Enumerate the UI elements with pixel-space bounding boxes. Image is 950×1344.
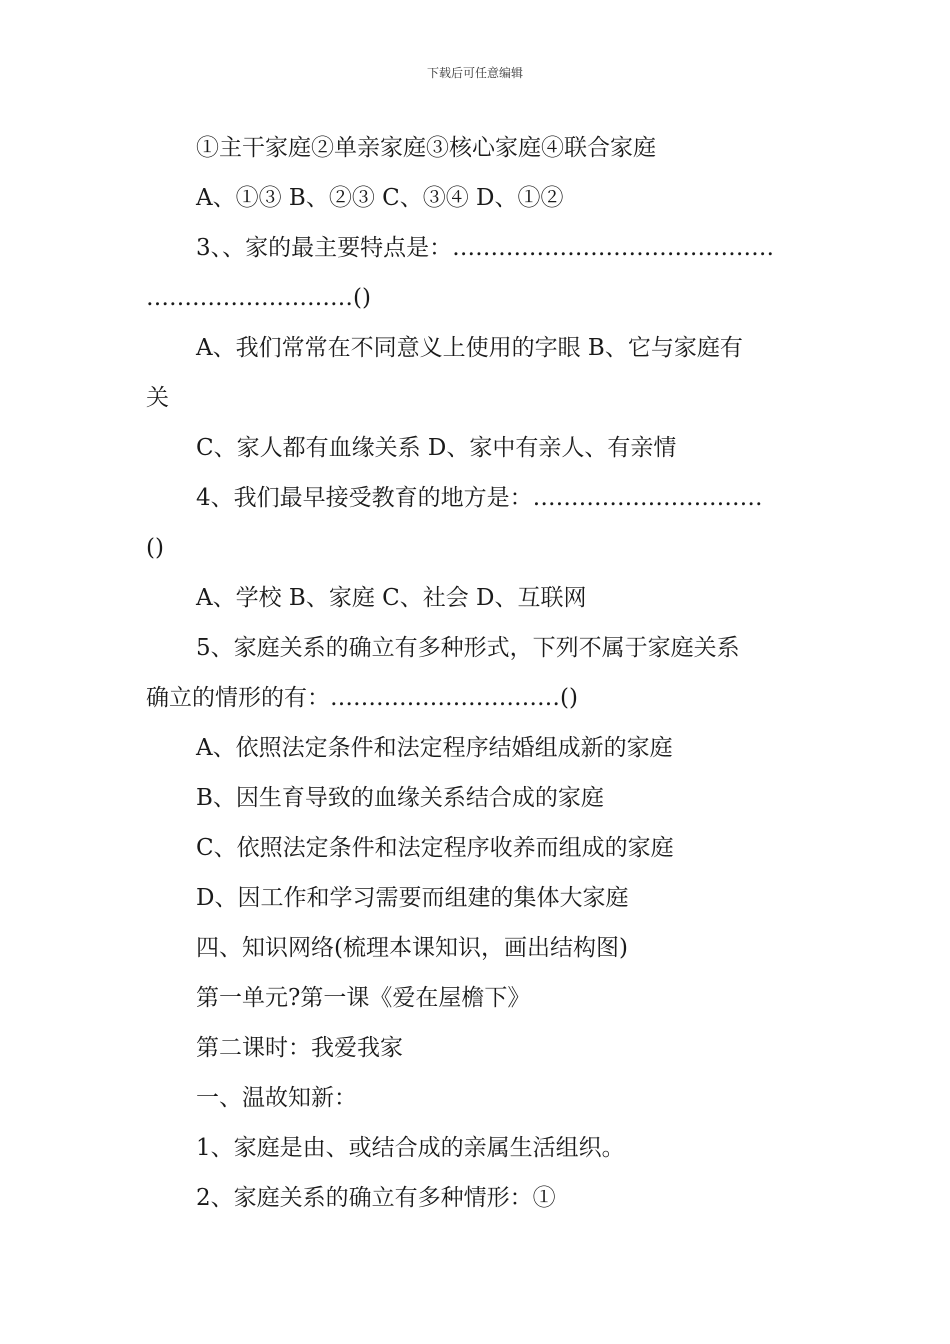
page-header: 下载后可任意编辑 (426, 66, 523, 80)
question-5-continued: 确立的情形的有：…………………………() (146, 685, 578, 711)
answer-choice-q5-a: A、依照法定条件和法定程序结婚组成新的家庭 (196, 735, 673, 761)
question-4-continued: () (146, 535, 164, 561)
review-item-2: 2、家庭关系的确立有多种情形：① (196, 1185, 556, 1211)
option-list-family-types: ①主干家庭②单亲家庭③核心家庭④联合家庭 (196, 135, 656, 161)
section-knowledge-network: 四、知识网络(梳理本课知识，画出结构图) (196, 935, 628, 961)
answer-choice-q5-d: D、因工作和学习需要而组建的集体大家庭 (196, 885, 629, 911)
answer-choice-q5-c: C、依照法定条件和法定程序收养而组成的家庭 (196, 835, 674, 861)
answer-choice-q5-b: B、因生育导致的血缘关系结合成的家庭 (196, 785, 604, 811)
answer-choices-q3-ab-continued: 关 (146, 385, 169, 411)
question-3: 3、、家的最主要特点是：…………………………………… (196, 235, 775, 261)
question-4: 4、我们最早接受教育的地方是：………………………… (196, 485, 763, 511)
answer-choices-q3-cd: C、家人都有血缘关系 D、家中有亲人、有亲情 (196, 435, 677, 461)
answer-choices-q4: A、学校 B、家庭 C、社会 D、互联网 (196, 585, 587, 611)
section-review: 一、温故知新： (196, 1085, 357, 1111)
question-3-continued: ………………………() (146, 285, 371, 311)
review-item-1: 1、家庭是由、或结合成的亲属生活组织。 (196, 1135, 625, 1161)
unit-lesson-title: 第一单元?第一课《爱在屋檐下》 (196, 985, 531, 1011)
period-title: 第二课时：我爱我家 (196, 1035, 403, 1061)
answer-choices-q3-ab: A、我们常常在不同意义上使用的字眼 B、它与家庭有 (196, 335, 743, 361)
answer-choices-q2: A、①③ B、②③ C、③④ D、①② (196, 185, 564, 211)
document-body (146, 123, 806, 1223)
question-5: 5、家庭关系的确立有多种形式，下列不属于家庭关系 (196, 635, 740, 661)
